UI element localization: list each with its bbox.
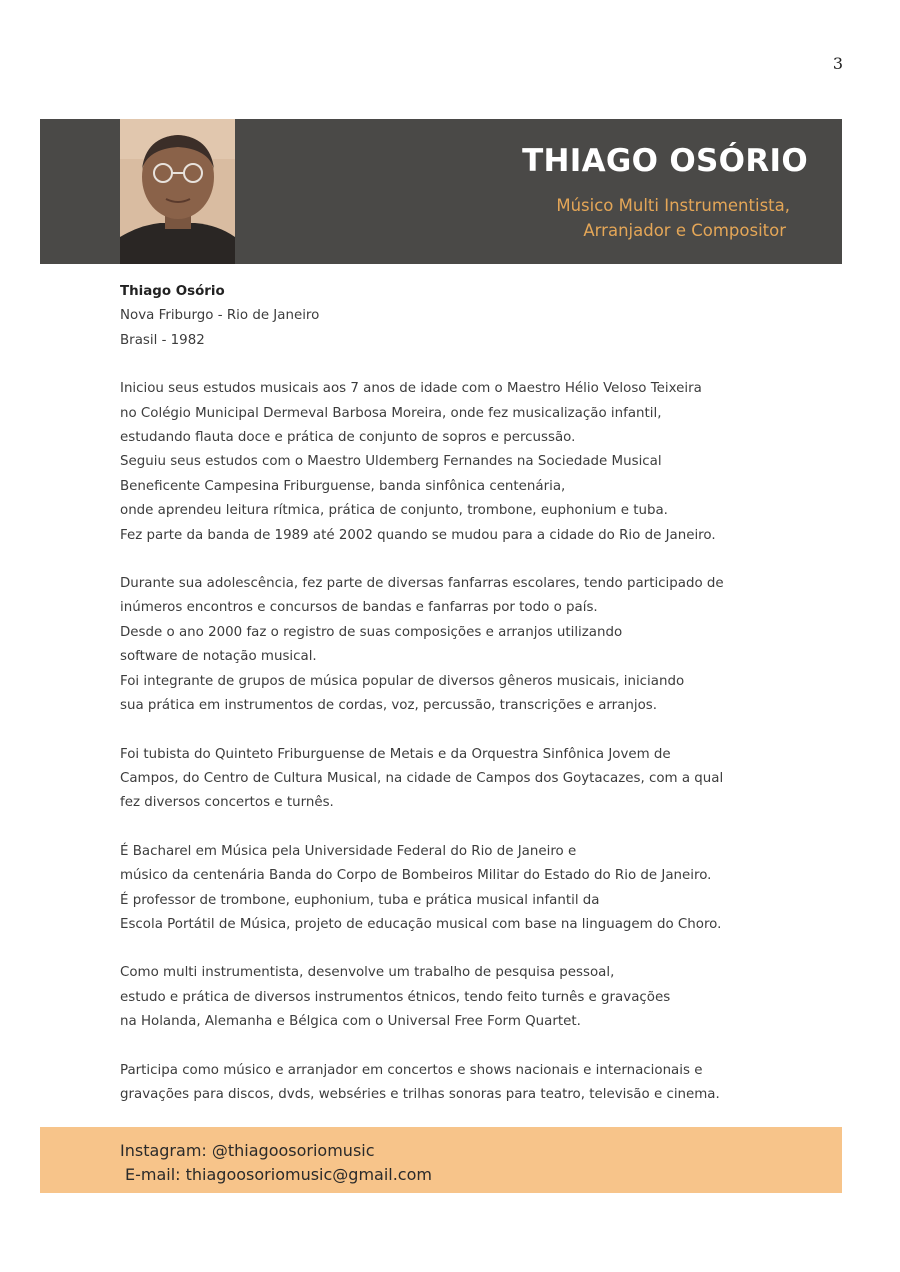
bio-line: Foi tubista do Quinteto Friburguense de Metais e da Orquestra Sinfônica Jovem de	[120, 746, 671, 762]
bio-line: sua prática em instrumentos de cordas, voz, percussão, transcrições e arranjos.	[120, 698, 658, 714]
contact-info	[120, 1139, 432, 1187]
biography	[120, 280, 820, 1107]
profile-photo	[120, 119, 235, 264]
email-address: E-mail: thiagoosoriomusic@gmail.com	[125, 1165, 432, 1184]
bio-line: Participa como músico e arranjador em concertos e shows nacionais e internacionais e	[120, 1062, 703, 1078]
header-band	[40, 119, 842, 264]
bio-line: Foi integrante de grupos de música popular de diversos gêneros musicais, iniciando	[120, 673, 685, 689]
bio-line: Escola Portátil de Música, projeto de educação musical com base na linguagem do Choro.	[120, 916, 722, 932]
bio-line: Seguiu seus estudos com o Maestro Uldemberg Fernandes na Sociedade Musical	[120, 454, 662, 470]
bio-paragraph	[120, 840, 820, 938]
bio-line: É professor de trombone, euphonium, tuba e prática musical infantil da	[120, 892, 600, 908]
bio-paragraph	[120, 377, 820, 548]
bio-line: estudo e prática de diversos instrumentos étnicos, tendo feito turnês e gravações	[120, 989, 671, 1005]
header-subtitle	[556, 193, 790, 243]
header-name: THIAGO OSÓRIO	[522, 143, 808, 179]
subtitle-line-2: Arranjador e Compositor	[583, 221, 786, 240]
bio-line: fez diversos concertos e turnês.	[120, 795, 334, 811]
instagram-handle: Instagram: @thiagoosoriomusic	[120, 1141, 375, 1160]
bio-line: Beneficente Campesina Friburguense, banda sinfônica centenária,	[120, 478, 566, 494]
bio-line: Campos, do Centro de Cultura Musical, na cidade de Campos dos Goytacazes, com a qual	[120, 770, 724, 786]
bio-line: Fez parte da banda de 1989 até 2002 quando se mudou para a cidade do Rio de Janeiro.	[120, 527, 716, 543]
bio-paragraph	[120, 572, 820, 718]
bio-line: Durante sua adolescência, fez parte de diversas fanfarras escolares, tendo participado de	[120, 576, 724, 592]
bio-name: Thiago Osório	[120, 284, 225, 299]
subtitle-line-1: Músico Multi Instrumentista,	[556, 196, 790, 215]
bio-paragraph	[120, 1059, 820, 1108]
bio-line: músico da centenária Banda do Corpo de Bombeiros Militar do Estado do Rio de Janeiro.	[120, 868, 712, 884]
page-number: 3	[832, 54, 844, 73]
bio-paragraph	[120, 743, 820, 816]
bio-line: Como multi instrumentista, desenvolve um trabalho de pesquisa pessoal,	[120, 965, 615, 981]
bio-line: software de notação musical.	[120, 649, 317, 665]
bio-line: Desde o ano 2000 faz o registro de suas composições e arranjos utilizando	[120, 624, 623, 640]
bio-location: Nova Friburgo - Rio de Janeiro	[120, 308, 320, 324]
bio-line: onde aprendeu leitura rítmica, prática de conjunto, trombone, euphonium e tuba.	[120, 503, 668, 519]
bio-line: gravações para discos, dvds, webséries e trilhas sonoras para teatro, televisão e cinema.	[120, 1086, 720, 1102]
bio-line: Iniciou seus estudos musicais aos 7 anos de idade com o Maestro Hélio Veloso Teixeira	[120, 381, 702, 397]
bio-line: estudando flauta doce e prática de conjunto de sopros e percussão.	[120, 430, 576, 446]
bio-line: na Holanda, Alemanha e Bélgica com o Universal Free Form Quartet.	[120, 1014, 581, 1030]
bio-paragraph	[120, 961, 820, 1034]
portrait-image	[120, 119, 235, 264]
contact-band	[40, 1127, 842, 1193]
bio-line: no Colégio Municipal Dermeval Barbosa Moreira, onde fez musicalização infantil,	[120, 405, 662, 421]
bio-line: É Bacharel em Música pela Universidade Federal do Rio de Janeiro e	[120, 843, 577, 859]
bio-origin: Brasil - 1982	[120, 332, 205, 348]
bio-line: inúmeros encontros e concursos de bandas e fanfarras por todo o país.	[120, 600, 598, 616]
